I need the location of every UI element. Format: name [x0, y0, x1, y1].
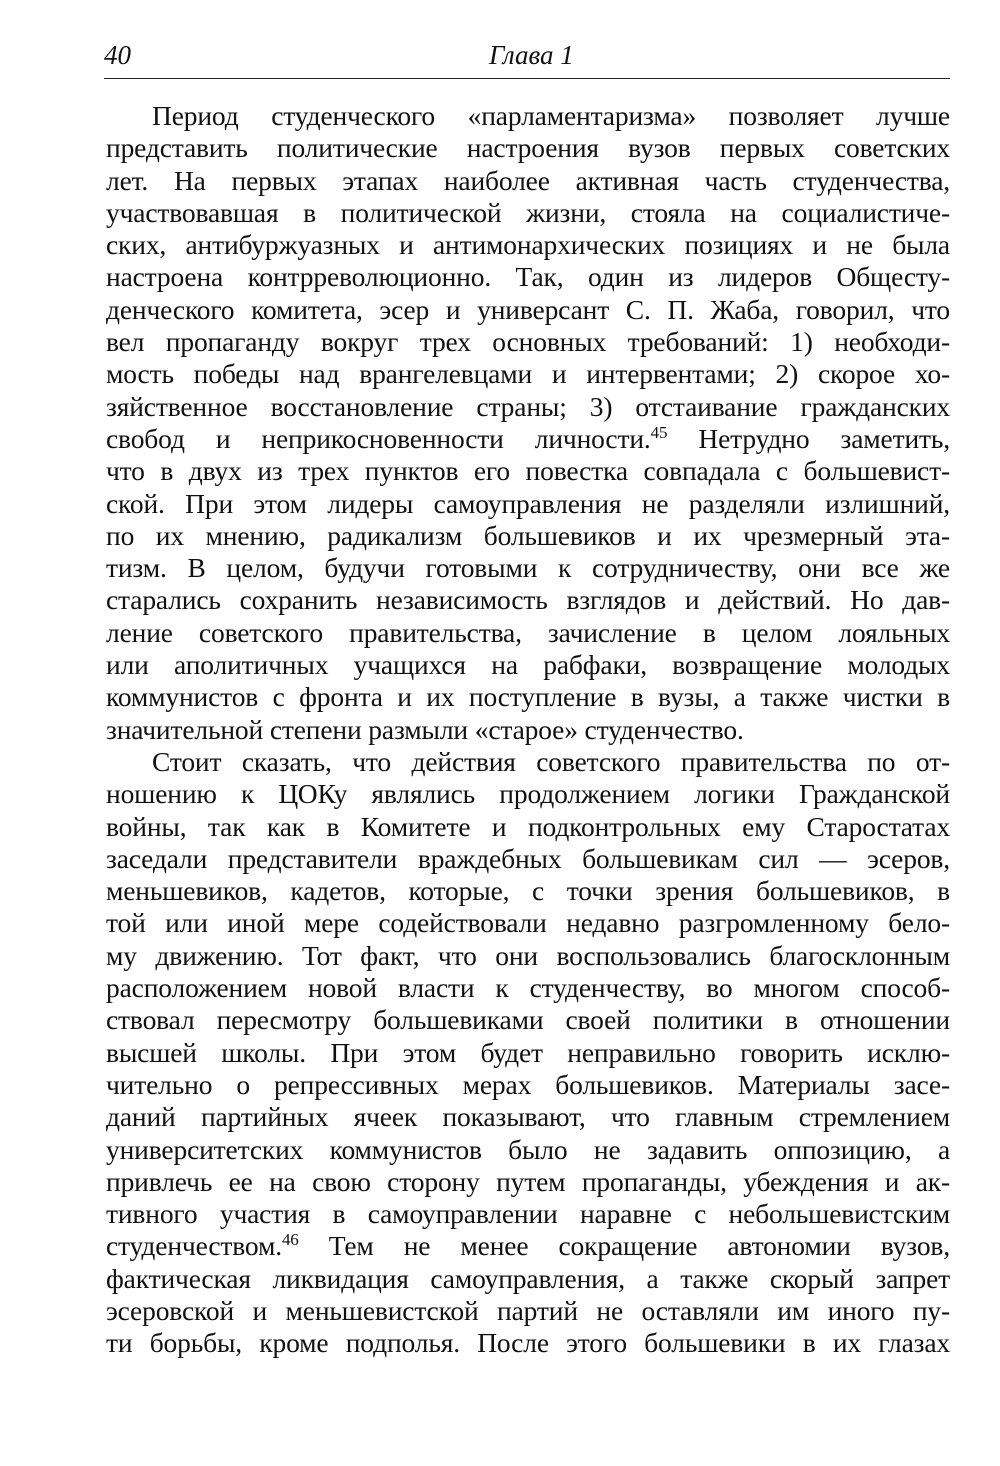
footnote-marker: 45 [650, 422, 668, 442]
text-line [106, 940, 950, 972]
line-text: студенчеством. [106, 1230, 282, 1262]
line-text: по их мнению, радикализм большевиков и их чрезмерный эта- [106, 519, 950, 551]
line-text: эсеровской и меньшевистской партий не оставляли им иного пу- [106, 1294, 950, 1326]
text-line [106, 681, 950, 713]
line-text: представить политические настроения вузов первых советских [106, 132, 950, 164]
line-text: университетских коммунистов было не задавить оппозицию, а [106, 1133, 950, 1165]
text-line [106, 423, 950, 455]
line-text: значительной степени размыли «старое» студенчество. [106, 713, 744, 745]
line-text-continued: Тем не менее сокращение автономии вузов, [298, 1230, 950, 1262]
text-line [106, 746, 950, 778]
line-text: зяйственное восстановление страны; 3) отстаивание гражданских [106, 390, 950, 422]
line-text: мость победы над врангелевцами и интервентами; 2) скорое хо- [106, 358, 950, 390]
text-line [106, 972, 950, 1004]
text-line [106, 261, 950, 293]
text-line [106, 391, 950, 423]
text-line [106, 520, 950, 552]
line-text: вел пропаганду вокруг трех основных требований: 1) необходи- [106, 326, 950, 358]
line-text: старались сохранить независимость взглядов и действий. Но дав- [106, 584, 950, 616]
line-text: участвовавшая в политической жизни, стояла на социалистиче- [106, 196, 950, 228]
line-text: тивного участия в самоуправлении наравне с небольшевистским [106, 1198, 950, 1230]
line-text: чительно о репрессивных мерах большевиков. Материалы засе- [106, 1068, 950, 1100]
line-text: Период студенческого «парламентаризма» позволяет лучше [152, 100, 950, 131]
line-text: даний партийных ячеек показывают, что главным стремлением [106, 1101, 950, 1133]
text-line [106, 132, 950, 164]
header-rule [104, 78, 950, 79]
line-text: свобод и неприкосновенности личности. [106, 422, 651, 454]
line-text: тизм. В целом, будучи готовыми к сотрудничеству, они все же [106, 552, 950, 584]
text-line [106, 1101, 950, 1133]
text-line [106, 1327, 950, 1359]
line-text: ление советского правительства, зачисление в целом лояльных [106, 616, 950, 648]
text-line [106, 907, 950, 939]
text-line [106, 843, 950, 875]
text-line [106, 552, 950, 584]
text-line [106, 649, 950, 681]
text-line [106, 714, 950, 746]
text-line [106, 100, 950, 132]
text-line [106, 326, 950, 358]
text-line [106, 778, 950, 810]
line-text: заседали представители враждебных большевикам сил — эсеров, [106, 842, 950, 874]
text-line [106, 617, 950, 649]
line-text: той или иной мере содействовали недавно разгромленному бело- [106, 907, 950, 939]
paragraph [106, 746, 950, 1360]
line-text: привлечь ее на свою сторону путем пропаганды, убеждения и ак- [106, 1165, 950, 1197]
line-text: коммунистов с фронта и их поступление в вузы, а также чистки в [106, 681, 950, 713]
line-text: Стоит сказать, что действия советского правительства по от- [152, 745, 950, 777]
text-line [106, 584, 950, 616]
text-line [106, 1166, 950, 1198]
line-text: что в двух из трех пунктов его повестка совпадала с большевист- [106, 455, 950, 487]
text-line [106, 197, 950, 229]
text-line [106, 1037, 950, 1069]
text-line [106, 1134, 950, 1166]
page-number: 40 [104, 40, 131, 70]
footnote-marker: 46 [281, 1230, 299, 1250]
text-line [106, 455, 950, 487]
line-text: му движению. Тот факт, что они воспользовались благосклонным [106, 939, 950, 971]
text-line [106, 1198, 950, 1230]
text-line [106, 358, 950, 390]
line-text: денческого комитета, эсер и универсант С. П. Жаба, говорил, что [106, 293, 950, 325]
line-text: меньшевиков, кадетов, которые, с точки зрения большевиков, в [106, 875, 950, 907]
text-line [106, 1263, 950, 1295]
line-text: ношению к ЦОКу являлись продолжением логики Гражданской [106, 778, 950, 810]
text-line [106, 1230, 950, 1262]
running-head [104, 38, 950, 72]
line-text: ти борьбы, кроме подполья. После этого большевики в их глазах [106, 1327, 950, 1359]
text-line [106, 875, 950, 907]
chapter-title: Глава 1 [489, 40, 574, 70]
text-line [106, 488, 950, 520]
line-text: ствовал пересмотру большевиками своей политики в отношении [106, 1004, 950, 1036]
line-text: ских, антибуржуазных и антимонархических позициях и не была [106, 229, 950, 261]
text-line [106, 165, 950, 197]
text-line [106, 294, 950, 326]
text-line [106, 1004, 950, 1036]
text-line [106, 811, 950, 843]
line-text: лет. На первых этапах наиболее активная часть студенчества, [106, 164, 950, 196]
line-text: или аполитичных учащихся на рабфаки, возвращение молодых [106, 649, 950, 681]
line-text: настроена контрреволюционно. Так, один из лидеров Общесту- [106, 261, 950, 293]
line-text: фактическая ликвидация самоуправления, а также скорый запрет [106, 1262, 950, 1294]
line-text: ской. При этом лидеры самоуправления не разделяли излишний, [106, 487, 950, 519]
body-text [106, 100, 950, 1360]
line-text-continued: Нетрудно заметить, [667, 422, 950, 454]
line-text: войны, так как в Комитете и подконтрольных ему Старостатах [106, 810, 950, 842]
line-text: высшей школы. При этом будет неправильно говорить исклю- [106, 1036, 950, 1068]
paragraph [106, 100, 950, 746]
text-line [106, 229, 950, 261]
text-line [106, 1295, 950, 1327]
text-line [106, 1069, 950, 1101]
line-text: расположением новой власти к студенчеству, во многом способ- [106, 972, 950, 1004]
